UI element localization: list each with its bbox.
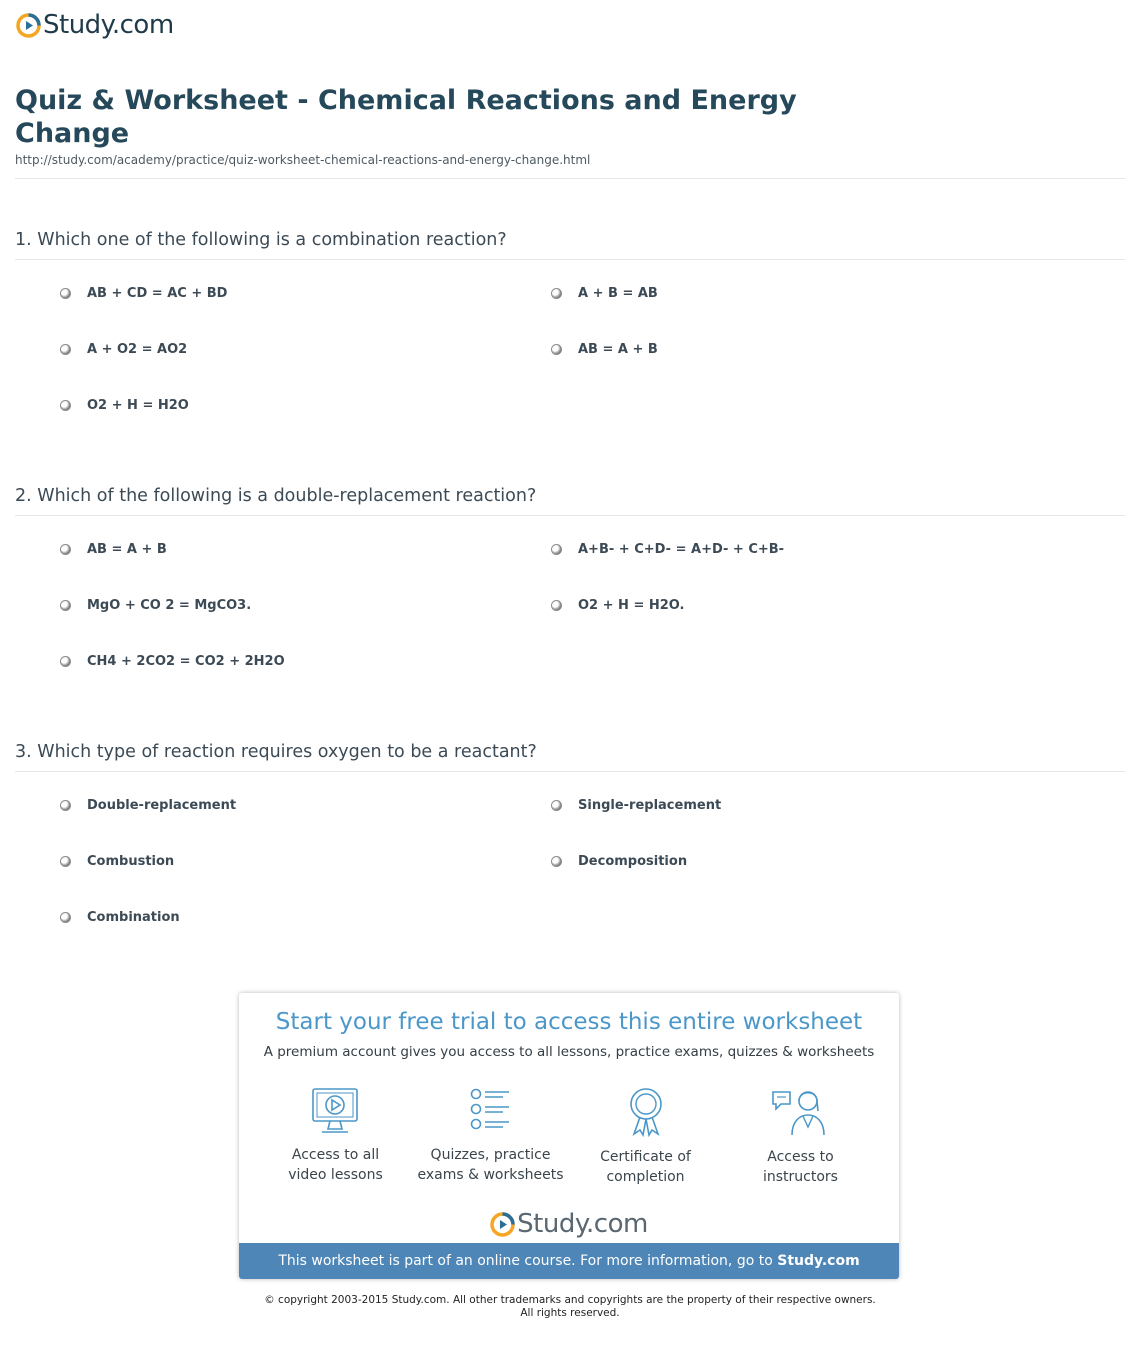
- option-label: Single-replacement: [578, 797, 722, 813]
- study-logo[interactable]: [16, 9, 174, 41]
- feature-certificate: [568, 1087, 723, 1187]
- radio-button[interactable]: [60, 912, 71, 923]
- option-q3-c[interactable]: [60, 851, 174, 871]
- question-1: [15, 228, 1125, 260]
- page-url[interactable]: http://study.com/academy/practice/quiz-worksheet-chemical-reactions-and-energy-change.html: [15, 153, 591, 167]
- promo-study-logo[interactable]: [239, 1208, 899, 1240]
- radio-button[interactable]: [551, 600, 562, 611]
- promo-subtitle: A premium account gives you access to all lessons, practice exams, quizzes & worksheets: [263, 1044, 875, 1060]
- play-circle-icon: [490, 1212, 515, 1237]
- question-divider: [15, 259, 1125, 260]
- option-q3-d[interactable]: [551, 851, 687, 871]
- option-label: A + O2 = AO2: [87, 341, 188, 357]
- option-label: O2 + H = H2O: [87, 397, 189, 413]
- question-text: 1. Which one of the following is a combination reaction?: [15, 230, 507, 250]
- option-q2-c[interactable]: [60, 595, 251, 615]
- question-text: 3. Which type of reaction requires oxygen to be a reactant?: [15, 742, 537, 762]
- question-text: 2. Which of the following is a double-replacement reaction?: [15, 486, 537, 506]
- option-label: AB = A + B: [578, 341, 658, 357]
- course-info-bar: [239, 1243, 899, 1279]
- question-divider: [15, 771, 1125, 772]
- copyright-notice: © copyright 2003-2015 Study.com. All other trademarks and copyrights are the property of their respective owners. All rights reserved.: [264, 1294, 876, 1319]
- feature-quizzes: [413, 1087, 568, 1185]
- logo-text: Study.com: [517, 1209, 648, 1239]
- option-q1-e[interactable]: [60, 395, 189, 415]
- option-q2-e[interactable]: [60, 651, 285, 671]
- radio-button[interactable]: [60, 400, 71, 411]
- award-ribbon-icon: [620, 1087, 672, 1137]
- feature-label: Quizzes, practice exams & worksheets: [417, 1147, 564, 1183]
- feature-label: Certificate of completion: [600, 1149, 691, 1185]
- free-trial-promo: [239, 993, 899, 1279]
- feature-video-lessons: [258, 1087, 413, 1185]
- radio-button[interactable]: [60, 288, 71, 299]
- radio-button[interactable]: [60, 800, 71, 811]
- option-q2-b[interactable]: [551, 539, 784, 559]
- radio-button[interactable]: [551, 288, 562, 299]
- radio-button[interactable]: [551, 544, 562, 555]
- radio-button[interactable]: [551, 344, 562, 355]
- option-q3-a[interactable]: [60, 795, 236, 815]
- instructor-chat-icon: [770, 1087, 832, 1137]
- feature-label: Access to all video lessons: [288, 1147, 383, 1183]
- feature-label: Access to instructors: [763, 1149, 838, 1185]
- radio-button[interactable]: [60, 656, 71, 667]
- option-label: MgO + CO 2 = MgCO3.: [87, 597, 252, 613]
- option-label: Combustion: [87, 853, 175, 869]
- option-label: Double-replacement: [87, 797, 237, 813]
- bar-text: This worksheet is part of an online course. For more information, go to: [278, 1253, 778, 1269]
- question-divider: [15, 515, 1125, 516]
- option-q2-d[interactable]: [551, 595, 685, 615]
- radio-button[interactable]: [551, 800, 562, 811]
- radio-button[interactable]: [60, 344, 71, 355]
- feature-instructors: [723, 1087, 878, 1187]
- radio-button[interactable]: [60, 856, 71, 867]
- play-circle-icon: [16, 13, 41, 38]
- page-title: Quiz & Worksheet - Chemical Reactions and Energy Change: [15, 85, 797, 149]
- question-2: [15, 484, 1125, 516]
- option-label: A + B = AB: [578, 285, 658, 301]
- option-q1-c[interactable]: [60, 339, 187, 359]
- promo-title[interactable]: Start your free trial to access this entire worksheet: [275, 1009, 863, 1035]
- radio-button[interactable]: [60, 544, 71, 555]
- question-3: [15, 740, 1125, 772]
- radio-button[interactable]: [551, 856, 562, 867]
- option-q3-b[interactable]: [551, 795, 721, 815]
- logo-text: Study.com: [43, 10, 174, 40]
- option-label: CH4 + 2CO2 = CO2 + 2H2O: [87, 653, 285, 669]
- checklist-icon: [465, 1087, 517, 1135]
- option-q1-d[interactable]: [551, 339, 658, 359]
- option-label: O2 + H = H2O.: [578, 597, 685, 613]
- option-label: AB + CD = AC + BD: [87, 285, 228, 301]
- option-label: Decomposition: [578, 853, 688, 869]
- option-label: Combination: [87, 909, 180, 925]
- radio-button[interactable]: [60, 600, 71, 611]
- option-label: AB = A + B: [87, 541, 167, 557]
- video-monitor-icon: [310, 1087, 362, 1135]
- study-link[interactable]: Study.com: [777, 1253, 860, 1269]
- option-q1-a[interactable]: [60, 283, 227, 303]
- option-label: A+B- + C+D- = A+D- + C+B-: [578, 541, 785, 557]
- option-q3-e[interactable]: [60, 907, 180, 927]
- header-divider: [15, 178, 1125, 179]
- option-q2-a[interactable]: [60, 539, 167, 559]
- option-q1-b[interactable]: [551, 283, 658, 303]
